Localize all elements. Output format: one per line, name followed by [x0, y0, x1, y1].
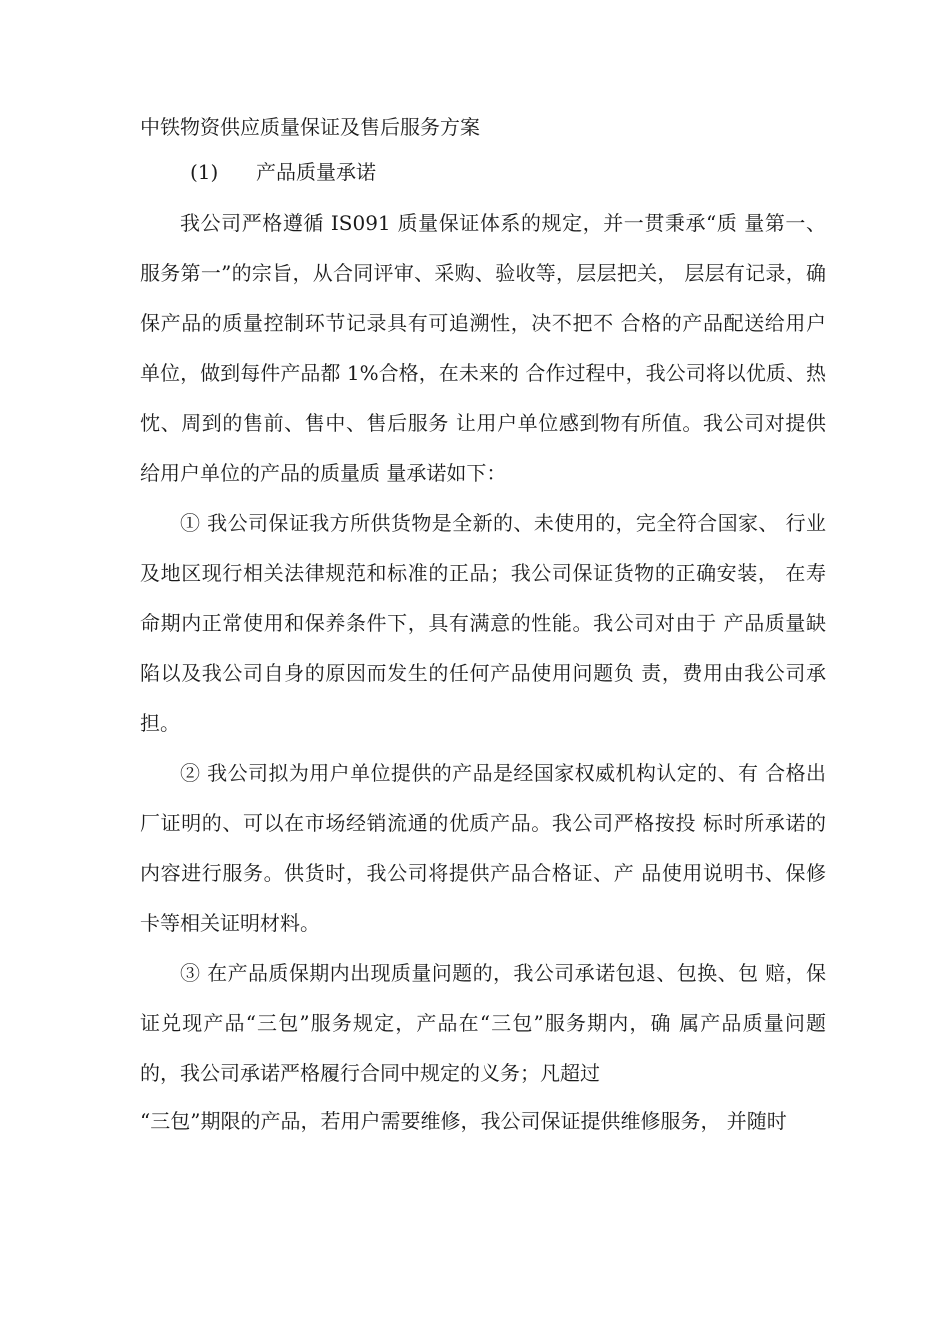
commitment-item-2: ② 我公司拟为用户单位提供的产品是经国家权威机构认定的、有 合格出厂证明的、可以在市场经销流通的优质产品。我公司严格按投 标时所承诺的内容进行服务。供货时，我公司将提供产品合格证、产 品使用说明书、保修卡等相关证明材料。 [140, 761, 826, 935]
intro-paragraph: 我公司严格遵循 IS091 质量保证体系的规定，并一贯秉承“质 量第一、服务第一”的宗旨，从合同评审、采购、验收等，层层把关， 层层有记录，确保产品的质量控制环节记录具有可追溯性，决不把不 合格的产品配送给用户单位，做到每件产品都 1%合格，在未来的 合作过程中，我公司将以优质、热忱、周到的售前、售中、售后服务 让用户单位感到物有所值。我公司对提供给用户单位的产品的质量质 量承诺如下： [140, 211, 826, 485]
continuation-line: “三包”期限的产品，若用户需要维修，我公司保证提供维修服务， 并随时 [140, 1109, 787, 1133]
commitment-item-1: ① 我公司保证我方所供货物是全新的、未使用的，完全符合国家、 行业及地区现行相关法律规范和标准的正品；我公司保证货物的正确安装， 在寿命期内正常使用和保养条件下，具有满意的性能。我公司对由于 产品质量缺陷以及我公司自身的原因而发生的任何产品使用问题负 责，费用由我公司承担。 [140, 511, 826, 735]
commitment-item-3: ③ 在产品质保期内出现质量问题的，我公司承诺包退、包换、包 赔，保证兑现产品“三包”服务规定，产品在“三包”服务期内，确 属产品质量问题的，我公司承诺严格履行合同中规定的义务；凡超过 [140, 961, 826, 1085]
section-heading-text: 产品质量承诺 [256, 160, 376, 184]
document-title: 中铁物资供应质量保证及售后服务方案 [140, 115, 480, 139]
section-heading [190, 157, 376, 187]
section-number: (1) [190, 160, 219, 184]
